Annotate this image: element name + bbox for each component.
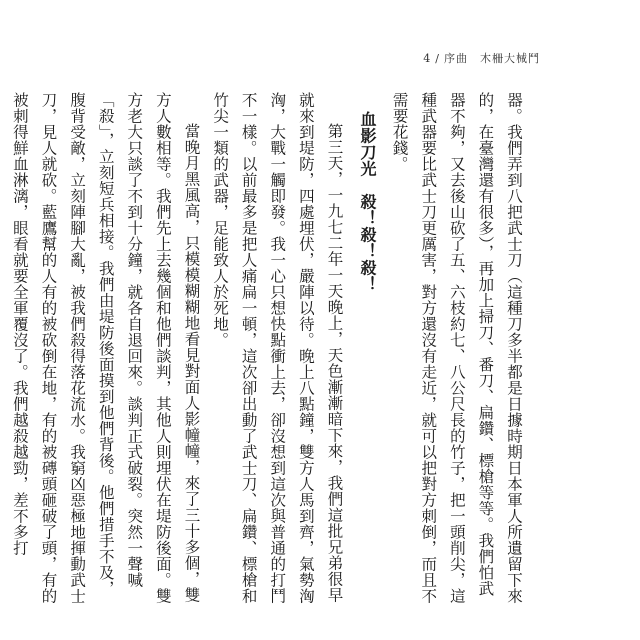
section-title: 序曲 — [444, 52, 468, 65]
section-subheading: 血影刀光 殺！殺！殺！ — [358, 111, 378, 293]
header-separator: / — [435, 52, 440, 65]
running-header — [423, 50, 540, 66]
book-title: 木柵大械鬥 — [480, 52, 540, 65]
vertical-text-block — [10, 92, 528, 612]
paragraph-1: 器。我們弄到八把武士刀（這種刀多半都是日據時期日本軍人所遺留下來的，在臺灣還有很多），再加上掃刀、番刀、扁鑽、標槍等等。我們怕武器不夠，又去後山砍了五、六枝約七、八公尺長的竹子，把一頭削尖，這種武器要比武士刀更厲害，對方還沒有走近，就可以把對方刺倒，而且不需要花錢。 — [390, 92, 523, 604]
paragraph-3: 當晚月黑風高，只模模糊糊地看見對面人影幢幢，來了三十多個，雙方人數相等。我們先上去幾個和他們談判，其他人則埋伏在堤防後面。雙方老大只談了不到十分鐘，就各自退回來。談判正式破裂。突然一聲喊「殺」，立刻短兵相接。我們由堤防後面摸到他們背後。他們措手不及，腹背受敵，立刻陣腳大亂，被我們殺得落花流水。我窮凶惡極地揮動武士刀，見人就砍。藍鷹幫的人有的被砍倒在地，有的被磚頭砸破了頭，有的被刺得鮮血淋漓，眼看就要全軍覆沒了。我們越殺越勁，差不多打 — [10, 92, 201, 604]
page-number: 4 — [423, 52, 432, 65]
paragraph-2: 第三天，一九七二年一天晚上，天色漸漸暗下來，我們這批兄弟很早就來到堤防，四處埋伏，嚴陣以待。晚上八點鐘，雙方人馬到齊，氣勢洶洶，大戰一觸即發。我一心只想快點衝上去，卻沒想到這次與普通的打鬥不一樣。以前最多是把人痛扁一頓，這次卻出動了武士刀、扁鑽、標槍和竹尖一類的武器，足能致人於死地。 — [211, 92, 344, 604]
